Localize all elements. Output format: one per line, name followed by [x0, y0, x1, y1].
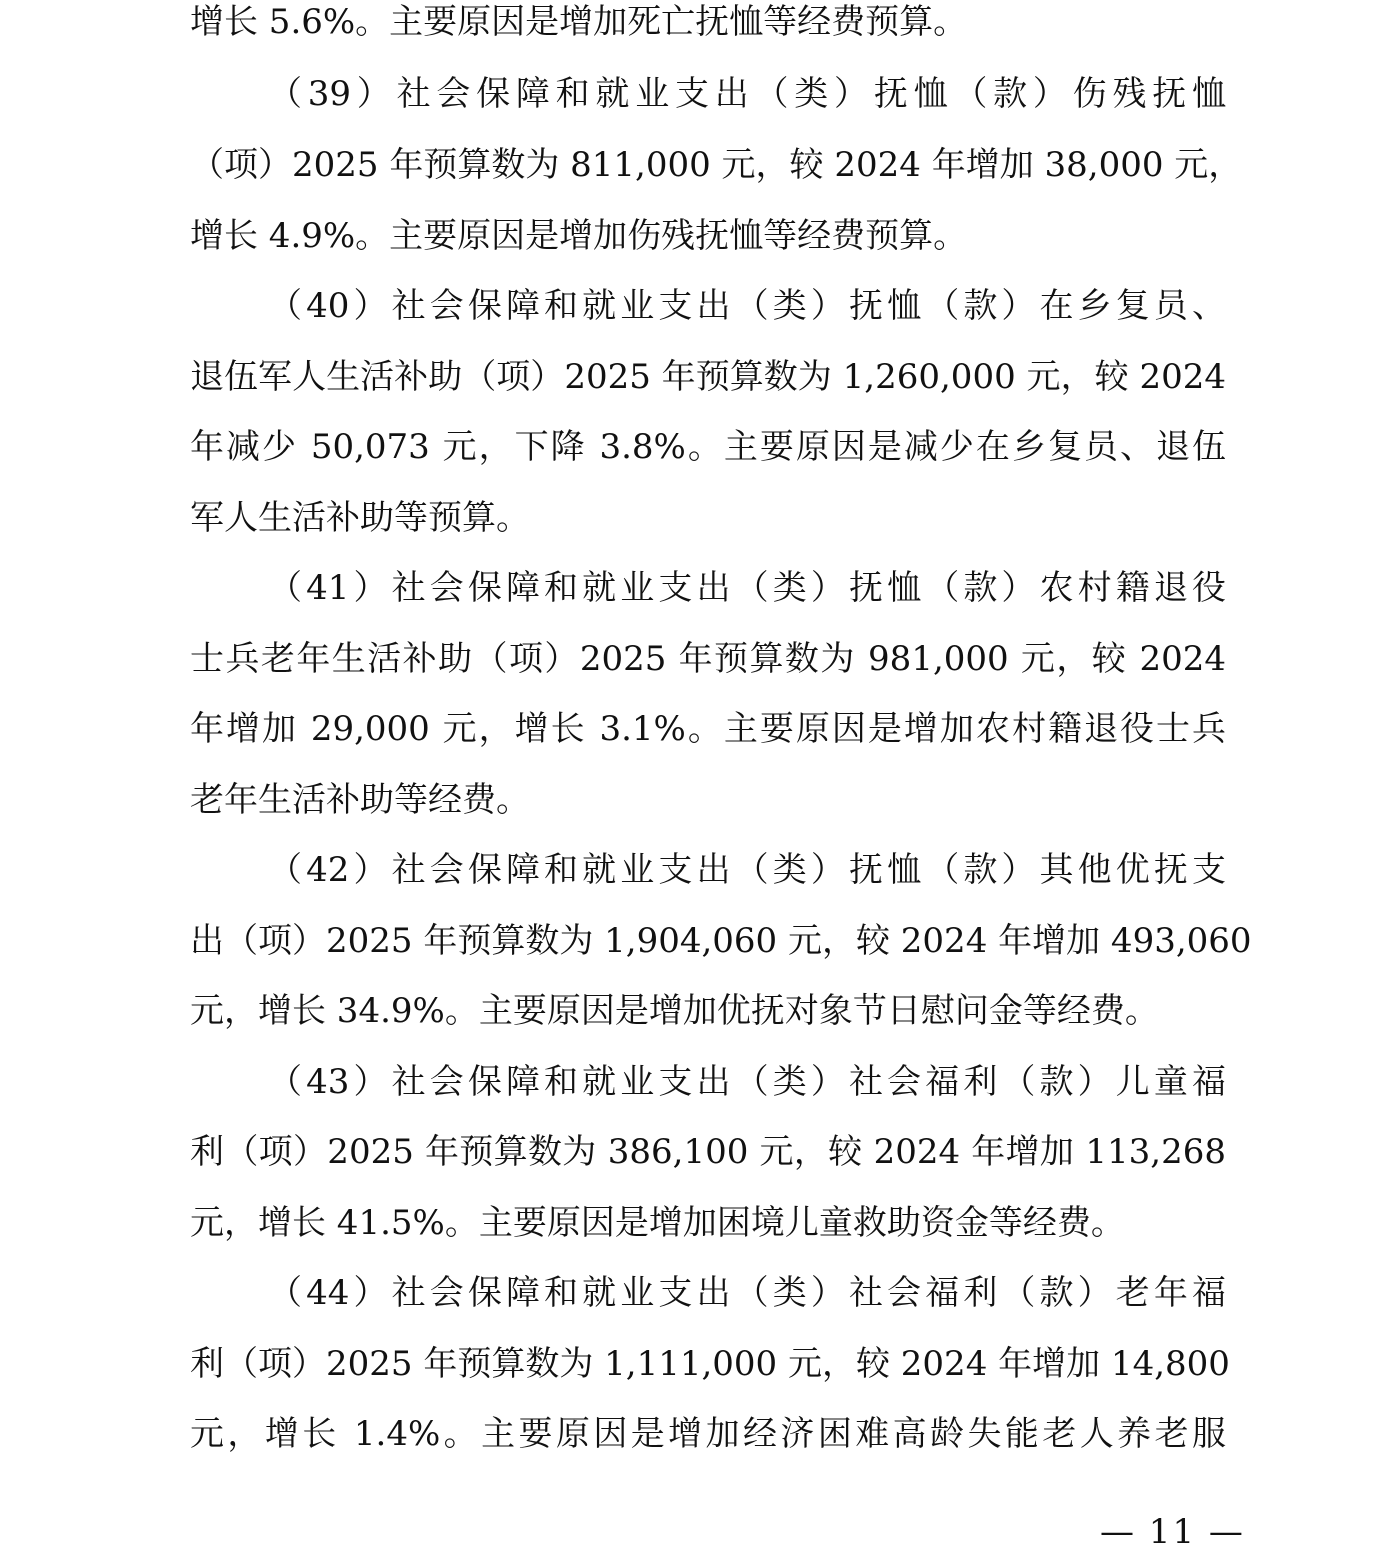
text-line: 年增加 29,000 元，增长 3.1%。主要原因是增加农村籍退役士兵 — [190, 709, 1226, 749]
paragraph-44-start: （44）社会保障和就业支出（类）社会福利（款）老年福 — [268, 1273, 1226, 1313]
paragraph-40-start: （40）社会保障和就业支出（类）抚恤（款）在乡复员、 — [268, 286, 1226, 326]
paragraph-42-start: （42）社会保障和就业支出（类）抚恤（款）其他优抚支 — [268, 850, 1226, 890]
text-line: 出（项）2025 年预算数为 1,904,060 元，较 2024 年增加 493,060 — [190, 921, 1252, 961]
paragraph-43-start: （43）社会保障和就业支出（类）社会福利（款）儿童福 — [268, 1062, 1226, 1102]
text-line: 利（项）2025 年预算数为 386,100 元，较 2024 年增加 113,268 — [190, 1132, 1226, 1172]
text-line: 增长 4.9%。主要原因是增加伤残抚恤等经费预算。 — [190, 216, 968, 256]
text-line: 年减少 50,073 元，下降 3.8%。主要原因是减少在乡复员、退伍 — [190, 427, 1226, 467]
text-line: 老年生活补助等经费。 — [190, 780, 530, 820]
page-number: — 11 — — [1100, 1512, 1245, 1552]
text-line: 元，增长 34.9%。主要原因是增加优抚对象节日慰问金等经费。 — [190, 991, 1159, 1031]
paragraph-39-start: （39）社会保障和就业支出（类）抚恤（款）伤残抚恤 — [268, 74, 1226, 114]
text-line: 军人生活补助等预算。 — [190, 498, 530, 538]
text-line: 利（项）2025 年预算数为 1,111,000 元，较 2024 年增加 14,800 — [190, 1344, 1230, 1384]
text-line: 增长 5.6%。主要原因是增加死亡抚恤等经费预算。 — [190, 2, 968, 42]
paragraph-41-start: （41）社会保障和就业支出（类）抚恤（款）农村籍退役 — [268, 568, 1226, 608]
text-line: （项）2025 年预算数为 811,000 元，较 2024 年增加 38,000 元， — [190, 145, 1243, 185]
text-line: 元，增长 41.5%。主要原因是增加困境儿童救助资金等经费。 — [190, 1203, 1125, 1243]
text-line: 元，增长 1.4%。主要原因是增加经济困难高龄失能老人养老服 — [190, 1414, 1226, 1454]
text-line: 退伍军人生活补助（项）2025 年预算数为 1,260,000 元，较 2024 — [190, 357, 1226, 397]
text-line: 士兵老年生活补助（项）2025 年预算数为 981,000 元，较 2024 — [190, 639, 1226, 679]
